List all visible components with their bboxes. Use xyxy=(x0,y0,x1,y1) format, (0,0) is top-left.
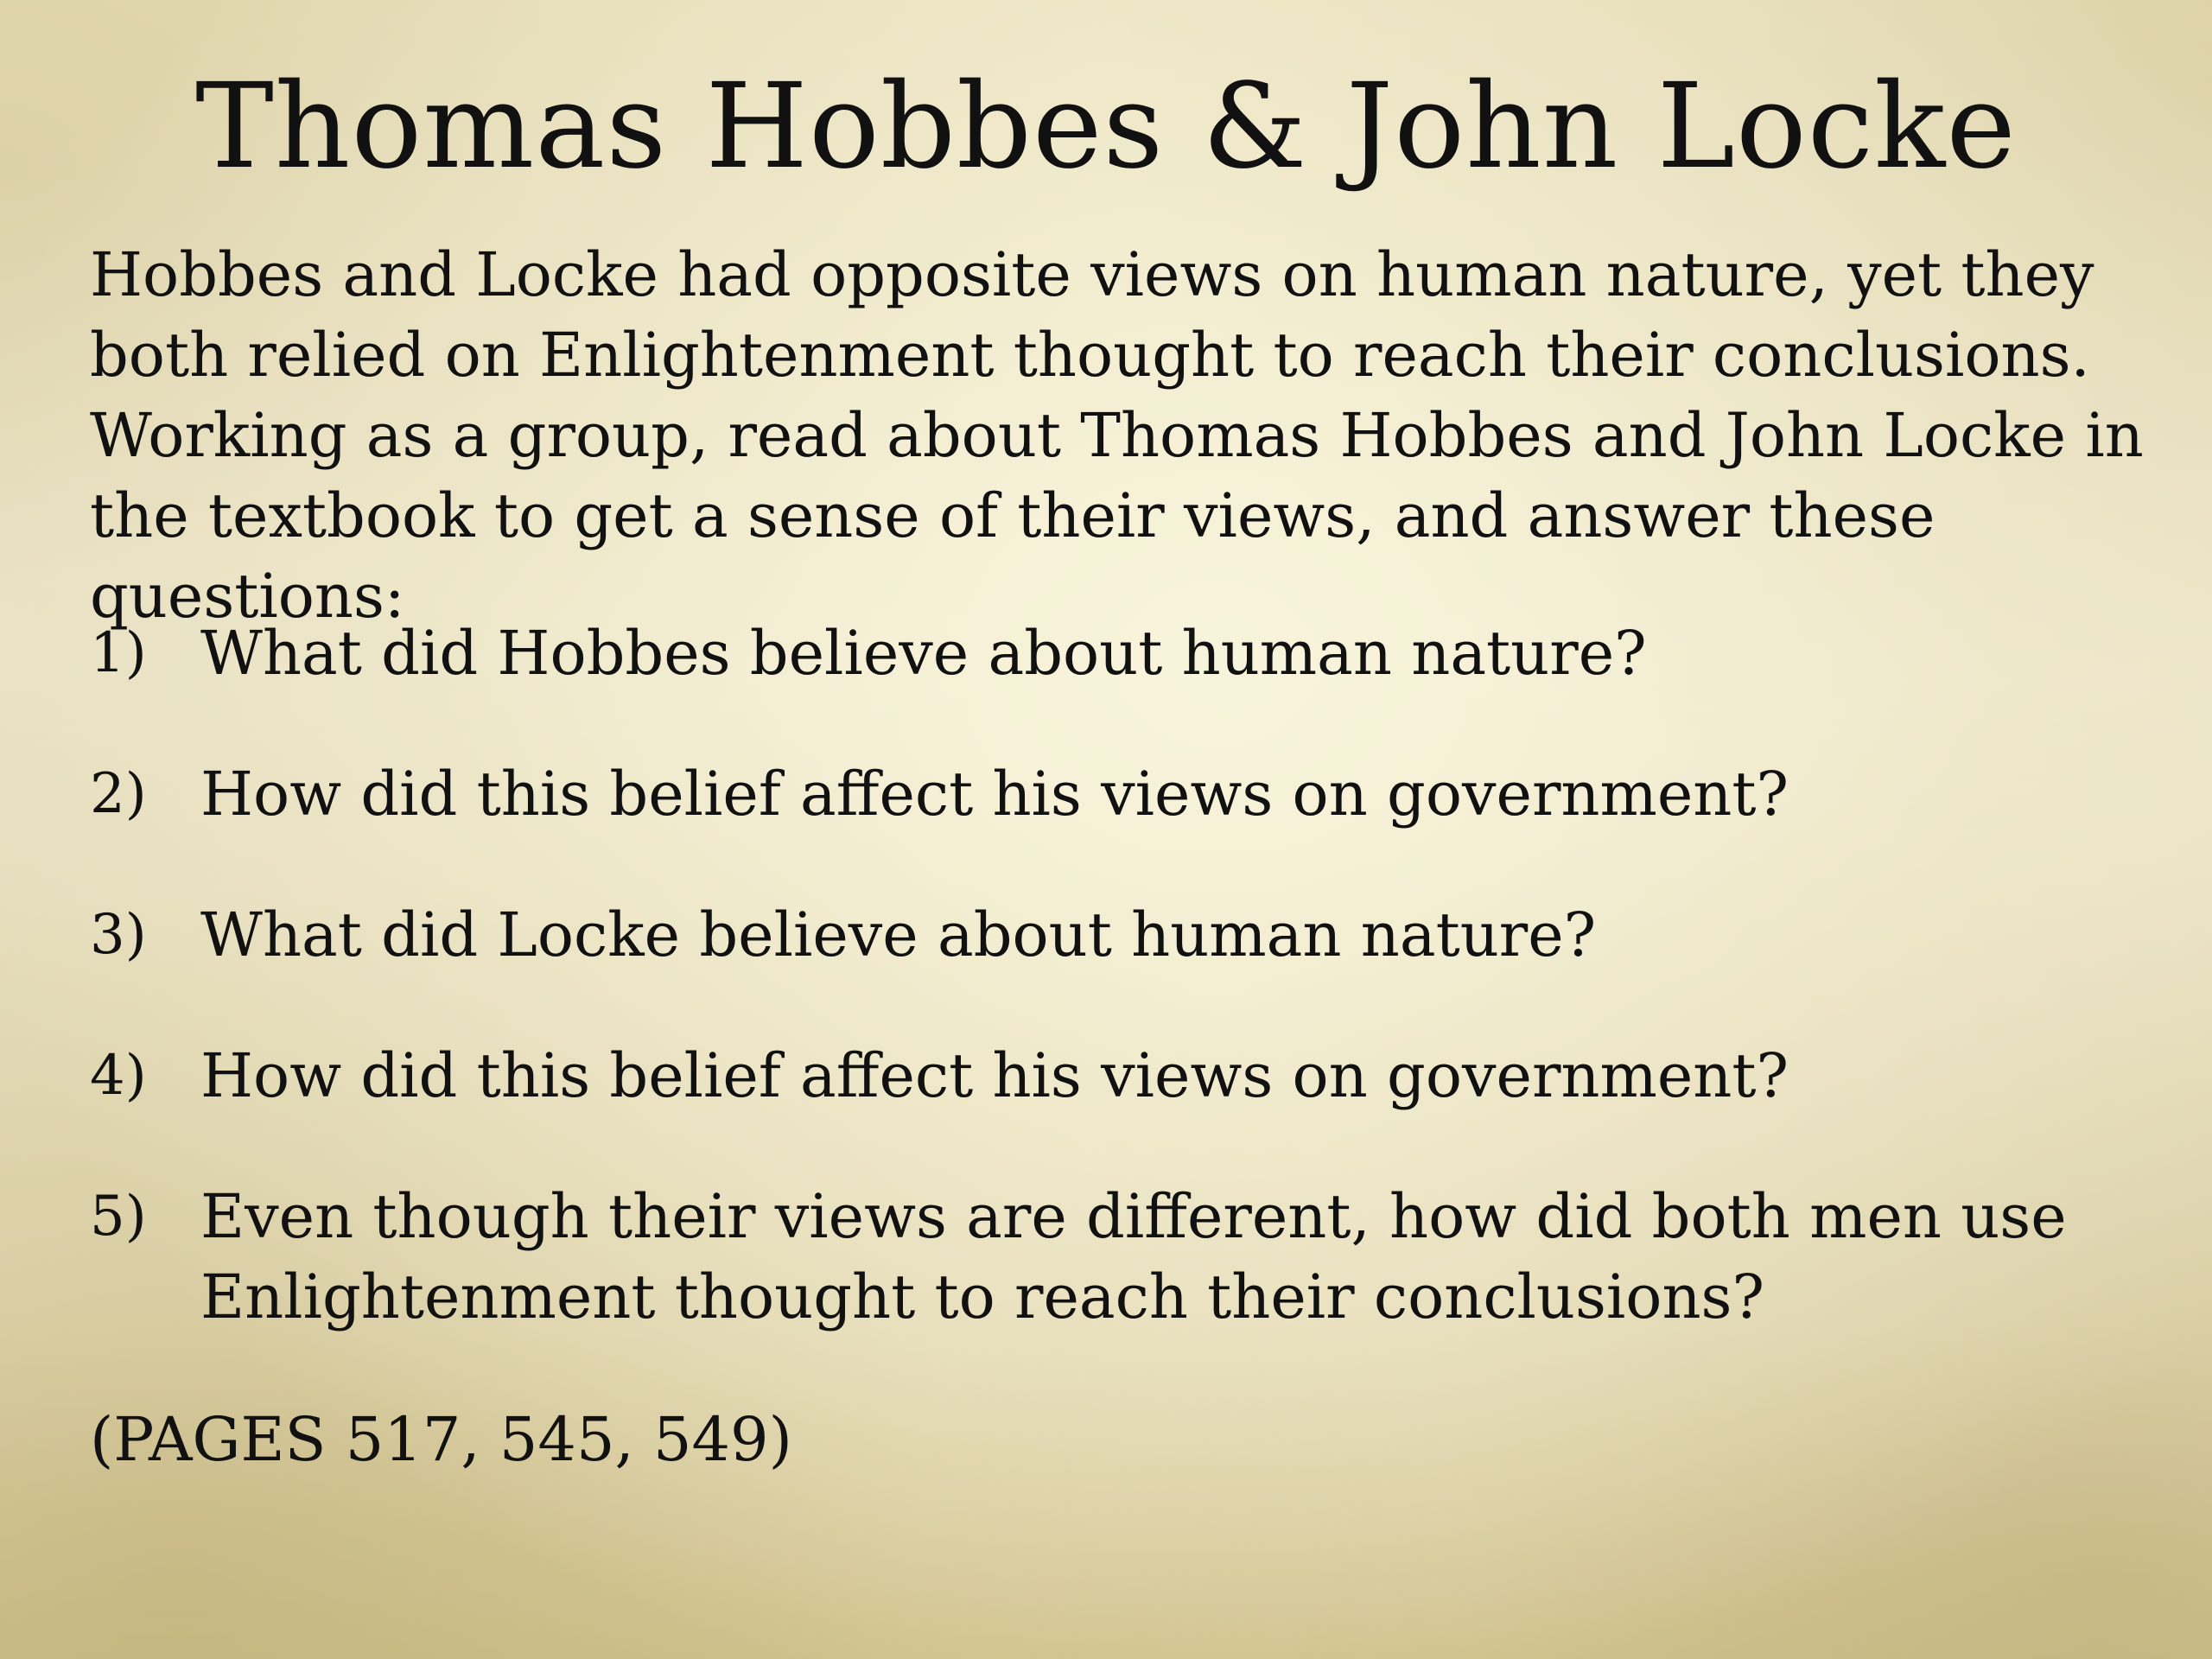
question-number: 1) xyxy=(90,621,147,685)
intro-paragraph: Hobbes and Locke had opposite views on human nature, yet they both relied on Enlightenment thought to reach their conclusions. Working as a group, read about Thomas Hobbes and John Locke in the textbook to get a sense of their views, and answer these questions: xyxy=(90,239,2144,632)
question-item xyxy=(90,1036,2164,1116)
pages-reference: (PAGES 517, 545, 549) xyxy=(90,1404,792,1475)
question-number: 4) xyxy=(90,1044,147,1108)
question-number: 3) xyxy=(90,903,147,967)
question-list xyxy=(90,613,2164,1398)
question-number: 2) xyxy=(90,762,147,826)
slide-title: Thomas Hobbes & John Locke xyxy=(195,59,2017,195)
question-text: What did Locke believe about human nature? xyxy=(200,899,1597,970)
question-item xyxy=(90,613,2164,694)
question-text: How did this belief affect his views on government? xyxy=(200,759,1789,830)
question-item xyxy=(90,1177,2164,1338)
question-text: How did this belief affect his views on government? xyxy=(200,1040,1789,1111)
question-text: Even though their views are different, how did both men use Enlightenment thought to reach their conclusions? xyxy=(200,1181,2067,1332)
question-item xyxy=(90,754,2164,835)
question-text: What did Hobbes believe about human nature? xyxy=(200,618,1647,689)
question-number: 5) xyxy=(90,1185,147,1249)
question-item xyxy=(90,895,2164,976)
